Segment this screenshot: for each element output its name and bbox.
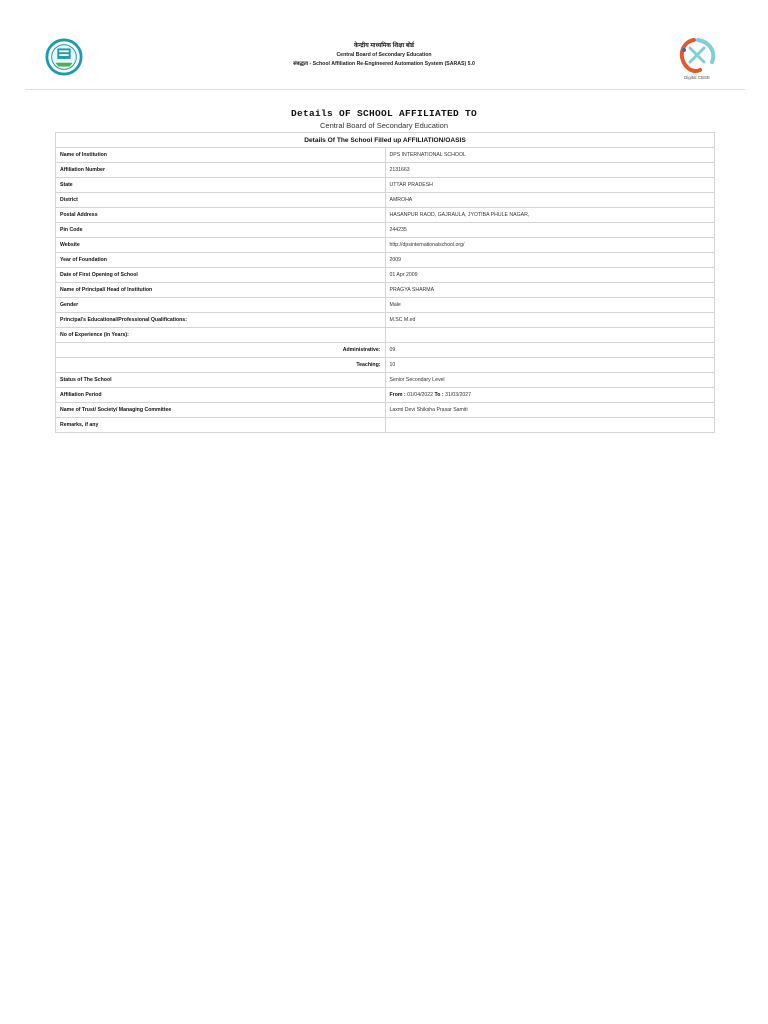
table-row (56, 418, 715, 433)
row-value: PRAGYA SHARMA (385, 283, 715, 298)
row-value: M.SC M.ed (385, 313, 715, 328)
row-value: Senior Secondary Level (385, 373, 715, 388)
digital-cbse-logo-icon (672, 34, 722, 82)
row-value: 2009 (385, 253, 715, 268)
table-row (56, 403, 715, 418)
table-row (56, 238, 715, 253)
row-value: HASANPUR RAOD, GAJRAULA, JYOTIBA PHULE NAGAR, (385, 208, 715, 223)
row-label: Status of The School (56, 373, 386, 388)
affiliation-period-value (385, 388, 715, 403)
row-value: DPS INTERNATIONAL SCHOOL (385, 148, 715, 163)
to-label: To : (434, 392, 444, 398)
table-row (56, 223, 715, 238)
row-label: Date of First Opening of School (56, 268, 386, 283)
row-label: Year of Foundation (56, 253, 386, 268)
row-value: 01 Apr 2009 (385, 268, 715, 283)
row-value (385, 418, 715, 433)
row-label: Name of Trust/ Society/ Managing Committee (56, 403, 386, 418)
table-row (56, 373, 715, 388)
to-value: 31/03/2027 (445, 392, 472, 398)
table-row (56, 163, 715, 178)
header-text (200, 42, 568, 69)
row-label: Remarks, if any (56, 418, 386, 433)
system-line: संबद्धता - School Affiliation Re-Engineered Automation System (SARAS) 5.0 (293, 61, 475, 67)
table-row (56, 268, 715, 283)
board-name: Central Board of Secondary Education (336, 52, 432, 58)
row-label: Website (56, 238, 386, 253)
row-value: 2131663 (385, 163, 715, 178)
row-value: Male (385, 298, 715, 313)
table-row (56, 358, 715, 373)
table-row (56, 283, 715, 298)
row-label: Pin Code (56, 223, 386, 238)
row-value: 09 (385, 343, 715, 358)
row-value: Laxmi Devi Shiksha Prasar Samiti (385, 403, 715, 418)
table-row (56, 208, 715, 223)
cbse-logo-icon (45, 38, 83, 76)
right-logo-caption: Digital CBSE (683, 75, 711, 80)
row-label: Name of Institution (56, 148, 386, 163)
table-row (56, 313, 715, 328)
row-label: Affiliation Period (56, 388, 386, 403)
row-value: 244235 (385, 223, 715, 238)
table-row (56, 178, 715, 193)
page-header (0, 0, 768, 90)
table-row (56, 328, 715, 343)
row-label: State (56, 178, 386, 193)
row-label: No of Experience (in Years): (56, 328, 386, 343)
row-label: Name of Principal/ Head of Institution (56, 283, 386, 298)
hindi-board-name: केन्द्रीय माध्यमिक शिक्षा बोर्ड (354, 43, 414, 49)
row-value (385, 328, 715, 343)
table-caption: Details Of The School Filled up AFFILIATION/OASIS (56, 133, 715, 148)
row-value: 10 (385, 358, 715, 373)
row-label: Teaching: (56, 358, 386, 373)
row-label: Administrative: (56, 343, 386, 358)
document-title: Details OF SCHOOL AFFILIATED TO (290, 108, 478, 119)
table-caption-row (56, 133, 715, 148)
table-row (56, 193, 715, 208)
school-details-table (55, 132, 715, 433)
table-row (56, 298, 715, 313)
table-row (56, 388, 715, 403)
row-label: Gender (56, 298, 386, 313)
row-label: Principal's Educational/Professional Qualifications: (56, 313, 386, 328)
table-row (56, 148, 715, 163)
header-divider (25, 89, 745, 90)
row-value: AMROHA (385, 193, 715, 208)
row-value: UTTAR PRADESH (385, 178, 715, 193)
table-row (56, 343, 715, 358)
table-row (56, 253, 715, 268)
row-label: Affiliation Number (56, 163, 386, 178)
document-subtitle: Central Board of Secondary Education (320, 121, 448, 130)
website-link[interactable]: http://dpsinternationalschool.org/ (385, 238, 715, 253)
row-label: Postal Address (56, 208, 386, 223)
from-label: From : (389, 392, 406, 398)
from-value: 01/04/2022 (407, 392, 434, 398)
row-label: District (56, 193, 386, 208)
